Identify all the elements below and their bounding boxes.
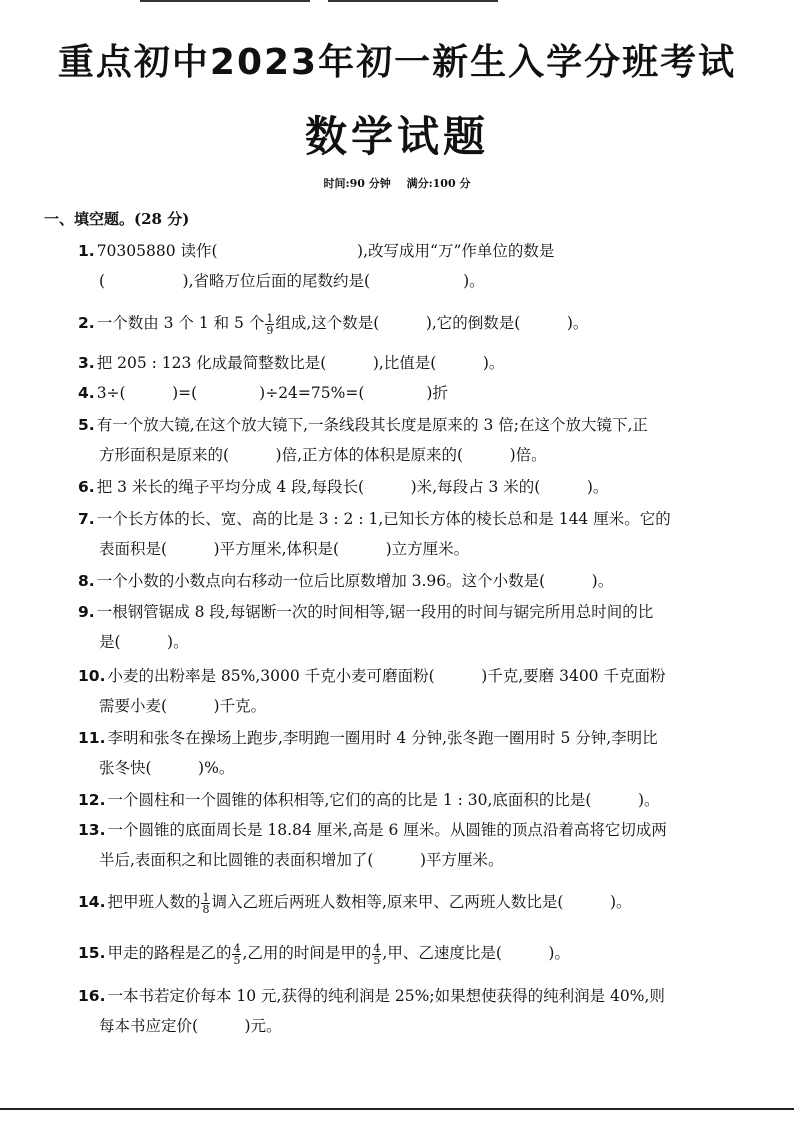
question-6 bbox=[78, 472, 728, 502]
question-1 bbox=[78, 236, 728, 296]
question-number: 13. bbox=[78, 821, 106, 839]
fraction-denominator: 9 bbox=[266, 323, 274, 337]
fraction-numerator: 4 bbox=[373, 941, 381, 955]
bottom-edge-line bbox=[0, 1108, 794, 1110]
question-number: 8. bbox=[78, 572, 95, 590]
exam-score: 满分:100 分 bbox=[406, 177, 471, 190]
fraction-denominator: 8 bbox=[202, 902, 210, 916]
question-text: 把 3 米长的绳子平均分成 4 段,每段长( )米,每段占 3 米的( )。 bbox=[96, 478, 609, 496]
question-text-cont: 调入乙班后两班人数相等,原来甲、乙两班人数比是( )。 bbox=[211, 893, 632, 911]
question-text-line2: 每本书应定价( )元。 bbox=[99, 1017, 282, 1035]
question-number: 5. bbox=[78, 416, 95, 434]
question-4 bbox=[78, 378, 728, 408]
question-7 bbox=[78, 504, 728, 564]
fraction-2 bbox=[372, 943, 381, 966]
question-text-cont: ,甲、乙速度比是( )。 bbox=[382, 944, 570, 962]
question-text-mid: ,乙用的时间是甲的 bbox=[242, 944, 372, 962]
question-number: 12. bbox=[78, 791, 106, 809]
question-text: 3÷( )=( )÷24=75%=( )折 bbox=[96, 384, 448, 402]
question-number: 16. bbox=[78, 987, 106, 1005]
question-text-line2: 表面积是( )平方厘米,体积是( )立方厘米。 bbox=[99, 540, 470, 558]
question-text-line2: 是( )。 bbox=[99, 633, 189, 651]
question-text: 一个圆柱和一个圆锥的体积相等,它们的高的比是 1 : 30,底面积的比是( )。 bbox=[107, 791, 660, 809]
fraction bbox=[265, 313, 274, 336]
question-text: 小麦的出粉率是 85%,3000 千克小麦可磨面粉( )千克,要磨 3400 千克面粉 bbox=[107, 667, 666, 685]
top-edge-line bbox=[140, 0, 310, 2]
question-text: 一本书若定价每本 10 元,获得的纯利润是 25%;如果想使获得的纯利润是 40%,则 bbox=[107, 987, 665, 1005]
question-text-line2: 张冬快( )%。 bbox=[99, 759, 235, 777]
question-text: 把甲班人数的 bbox=[107, 893, 201, 911]
question-text: 李明和张冬在操场上跑步,李明跑一圈用时 4 分钟,张冬跑一圈用时 5 分钟,李明比 bbox=[107, 729, 658, 747]
question-8 bbox=[78, 566, 728, 596]
question-number: 11. bbox=[78, 729, 106, 747]
exam-meta bbox=[0, 175, 794, 191]
question-10 bbox=[78, 661, 728, 721]
question-text-line2: 方形面积是原来的( )倍,正方体的体积是原来的( )倍。 bbox=[99, 446, 547, 464]
question-text-line2: 半后,表面积之和比圆锥的表面积增加了( )平方厘米。 bbox=[99, 851, 504, 869]
question-text: 一个长方体的长、宽、高的比是 3 : 2 : 1,已知长方体的棱长总和是 144 厘米。它的 bbox=[96, 510, 671, 528]
question-number: 3. bbox=[78, 354, 95, 372]
fraction-numerator: 1 bbox=[266, 311, 274, 325]
exam-time: 时间:90 分钟 bbox=[323, 177, 391, 190]
question-text-line2: ( ),省略万位后面的尾数约是( )。 bbox=[99, 272, 485, 290]
question-16 bbox=[78, 981, 728, 1041]
fraction-denominator: 5 bbox=[373, 953, 381, 967]
question-number: 14. bbox=[78, 893, 106, 911]
question-13 bbox=[78, 815, 728, 875]
fraction bbox=[232, 943, 241, 966]
question-2 bbox=[78, 308, 728, 338]
question-text: 甲走的路程是乙的 bbox=[107, 944, 232, 962]
question-number: 6. bbox=[78, 478, 95, 496]
fraction-numerator: 4 bbox=[233, 941, 241, 955]
question-11 bbox=[78, 723, 728, 783]
question-text: 一根钢管锯成 8 段,每锯断一次的时间相等,锯一段用的时间与锯完所用总时间的比 bbox=[96, 603, 654, 621]
question-number: 4. bbox=[78, 384, 95, 402]
question-number: 15. bbox=[78, 944, 106, 962]
question-number: 9. bbox=[78, 603, 95, 621]
question-text-cont: 组成,这个数是( ),它的倒数是( )。 bbox=[275, 314, 589, 332]
fraction bbox=[201, 892, 210, 915]
question-number: 2. bbox=[78, 314, 95, 332]
question-14 bbox=[78, 887, 728, 917]
exam-subtitle: 数学试题 bbox=[304, 112, 489, 161]
question-5 bbox=[78, 410, 728, 470]
question-text: 一个小数的小数点向右移动一位后比原数增加 3.96。这个小数是( )。 bbox=[96, 572, 614, 590]
section-heading: 一、填空题。(28 分) bbox=[44, 210, 190, 228]
question-text: 70305880 读作( ),改写成用“万”作单位的数是 bbox=[96, 242, 555, 260]
question-number: 1. bbox=[78, 242, 95, 260]
question-text: 把 205 : 123 化成最简整数比是( ),比值是( )。 bbox=[96, 354, 505, 372]
question-text: 一个圆锥的底面周长是 18.84 厘米,高是 6 厘米。从圆锥的顶点沿着高将它切成两 bbox=[107, 821, 667, 839]
question-text-line2: 需要小麦( )千克。 bbox=[99, 697, 267, 715]
question-15 bbox=[78, 938, 728, 968]
question-text: 有一个放大镜,在这个放大镜下,一条线段其长度是原来的 3 倍;在这个放大镜下,正 bbox=[96, 416, 648, 434]
exam-title: 重点初中2023年初一新生入学分班考试 bbox=[57, 42, 737, 83]
question-3 bbox=[78, 348, 728, 378]
fraction-numerator: 1 bbox=[202, 890, 210, 904]
question-number: 10. bbox=[78, 667, 106, 685]
fraction-denominator: 5 bbox=[233, 953, 241, 967]
question-text: 一个数由 3 个 1 和 5 个 bbox=[96, 314, 265, 332]
top-edge-line-2 bbox=[328, 0, 498, 2]
question-12 bbox=[78, 785, 728, 815]
question-9 bbox=[78, 597, 728, 657]
question-number: 7. bbox=[78, 510, 95, 528]
